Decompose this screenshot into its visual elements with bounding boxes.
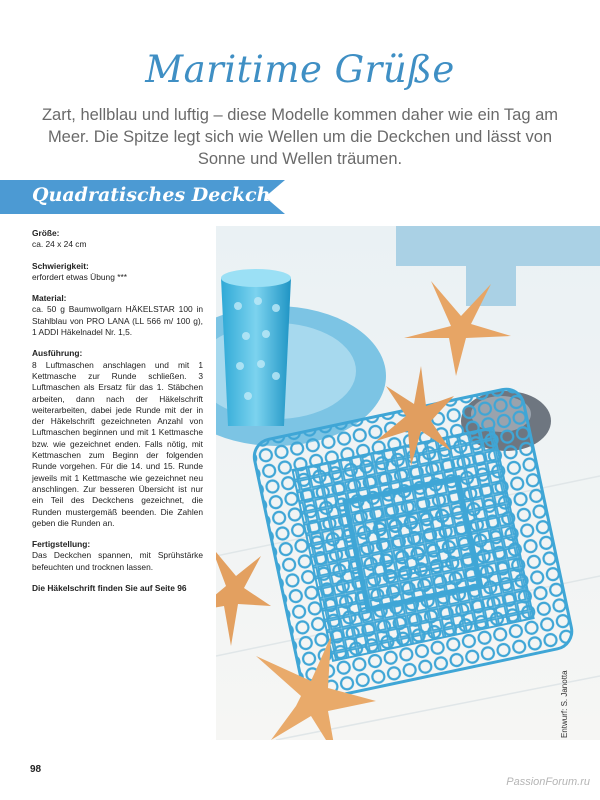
section-heading: Fertigstellung: [32,539,91,550]
section-execution [32,348,203,529]
section-text: 8 Luftmaschen anschlagen und mit 1 Kettmasche zur Runde schließen. 3 Luftmaschen als Ersatz für das 1. Stäbchen arbeiten, dann nach der Häkelschrift weiterarbeiten, dabei jede Runde mit der in der Häkelschrift gezeichneten Anzahl von Luftmaschen beginnen und mit 1 Kettmasche bzw. wie gezeichnet enden. Falls nötig, mit Kettmaschen zum Beginn der folgenden Runde vorgehen. Für die 14. und 15. Runde jeweils mit 1 Kettmasche wie gezeichnet neu anschlingen. Zur besseren Übersicht ist nur ein Teil des Deckchens gezeichnet, die Runden mustergemäß beenden. Die Zahlen geben die Runden an. [32,359,203,528]
doily-photo [216,226,600,740]
section-text: ca. 24 x 24 cm [32,239,87,250]
section-heading: Größe: [32,228,60,238]
chart-reference: Die Häkelschrift finden Sie auf Seite 96 [32,583,187,594]
section-text: Das Deckchen spannen, mit Sprühstärke befeuchten und trocknen lassen. [32,550,203,572]
instructions-column [32,228,203,594]
section-text: erfordert etwas Übung *** [32,271,127,282]
page-title: Maritime Grüße [145,48,455,91]
section-material [32,293,203,338]
glass-rim [221,269,291,287]
section-heading: Ausführung: [32,348,83,359]
design-credit: Entwurf: S. Janotta [560,670,569,738]
section-heading: Material: [32,293,67,304]
section-heading: Schwierigkeit: [32,260,89,271]
intro-text: Zart, hellblau und luftig – diese Modelle kommen daher wie ein Tag am Meer. Die Spitze legt sich wie Wellen um die Deckchen und lässt von Sonne und Wellen träumen. [41,106,559,168]
section-difficulty [32,261,203,284]
section-finishing [32,539,203,573]
watermark: PassionForum.ru [506,776,590,788]
section-banner-label: Quadratisches Deckchen [32,184,297,206]
section-size [32,228,203,251]
page-number: 98 [30,764,42,775]
section-text: ca. 50 g Baumwollgarn HÄKELSTAR 100 in Stahlblau von PRO LANA (LL 566 m/ 100 g), 1 ADDI Häkelnadel Nr. 1,5. [32,304,203,338]
